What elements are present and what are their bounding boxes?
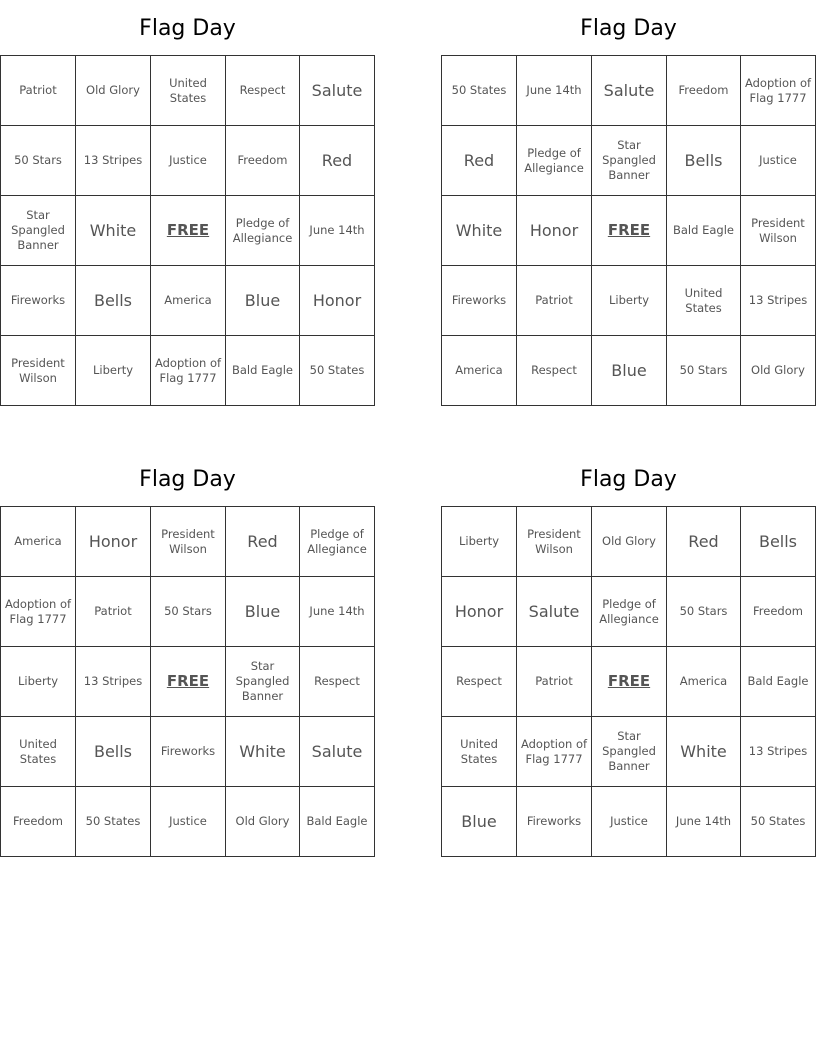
bingo-cell: Blue <box>442 787 517 857</box>
bingo-cell: Liberty <box>442 507 517 577</box>
bingo-cell: 50 Stars <box>667 336 741 406</box>
bingo-cell: White <box>442 196 517 266</box>
bingo-cell: Fireworks <box>517 787 592 857</box>
bingo-cell: Red <box>442 126 517 196</box>
free-space: FREE <box>592 196 667 266</box>
bingo-grid <box>441 55 816 406</box>
bingo-card-1 <box>0 0 375 406</box>
bingo-cell: Adoption of Flag 1777 <box>517 717 592 787</box>
bingo-cell: 13 Stripes <box>76 647 151 717</box>
card-title: Flag Day <box>139 16 236 41</box>
free-space: FREE <box>151 196 226 266</box>
bingo-cell: Justice <box>592 787 667 857</box>
bingo-cell: Freedom <box>667 56 741 126</box>
bingo-cell: Liberty <box>1 647 76 717</box>
bingo-cell: Old Glory <box>226 787 300 857</box>
bingo-cell: Pledge of Allegiance <box>226 196 300 266</box>
card-title: Flag Day <box>139 467 236 492</box>
bingo-cell: Respect <box>300 647 375 717</box>
bingo-cell: 50 States <box>76 787 151 857</box>
bingo-cell: Fireworks <box>1 266 76 336</box>
bingo-cell: Patriot <box>1 56 76 126</box>
bingo-cell: Bells <box>741 507 816 577</box>
bingo-cell: Liberty <box>592 266 667 336</box>
bingo-cell: Patriot <box>517 647 592 717</box>
bingo-cell: Bald Eagle <box>741 647 816 717</box>
bingo-cell: United States <box>442 717 517 787</box>
bingo-cell: Justice <box>151 126 226 196</box>
card-title: Flag Day <box>580 16 677 41</box>
bingo-cell: Salute <box>517 577 592 647</box>
bingo-cell: America <box>667 647 741 717</box>
bingo-cell: Adoption of Flag 1777 <box>1 577 76 647</box>
bingo-cell: Pledge of Allegiance <box>517 126 592 196</box>
free-space: FREE <box>151 647 226 717</box>
bingo-cell: White <box>667 717 741 787</box>
bingo-cell: Patriot <box>76 577 151 647</box>
bingo-cell: 50 Stars <box>151 577 226 647</box>
bingo-cell: Blue <box>226 266 300 336</box>
bingo-cell: 50 States <box>442 56 517 126</box>
bingo-cell: Red <box>667 507 741 577</box>
bingo-cell: June 14th <box>300 577 375 647</box>
bingo-cell: Old Glory <box>76 56 151 126</box>
bingo-cell: Bells <box>667 126 741 196</box>
bingo-cell: June 14th <box>517 56 592 126</box>
bingo-cell: Blue <box>226 577 300 647</box>
bingo-cell: America <box>442 336 517 406</box>
bingo-cell: Freedom <box>226 126 300 196</box>
bingo-cell: Justice <box>741 126 816 196</box>
bingo-cell: Blue <box>592 336 667 406</box>
card-title: Flag Day <box>580 467 677 492</box>
bingo-cell: Adoption of Flag 1777 <box>741 56 816 126</box>
bingo-cell: Salute <box>592 56 667 126</box>
bingo-cell: Old Glory <box>741 336 816 406</box>
bingo-grid <box>0 55 375 406</box>
bingo-cell: Star Spangled Banner <box>592 717 667 787</box>
bingo-cell: Freedom <box>741 577 816 647</box>
bingo-cell: 13 Stripes <box>741 717 816 787</box>
bingo-cell: Respect <box>442 647 517 717</box>
bingo-cell: Respect <box>517 336 592 406</box>
bingo-cell: Salute <box>300 717 375 787</box>
bingo-cell: Honor <box>517 196 592 266</box>
bingo-cell: Bald Eagle <box>667 196 741 266</box>
bingo-cell: Red <box>226 507 300 577</box>
bingo-cell: 13 Stripes <box>76 126 151 196</box>
bingo-cell: Bells <box>76 266 151 336</box>
bingo-cell: Bald Eagle <box>226 336 300 406</box>
bingo-cell: Freedom <box>1 787 76 857</box>
bingo-cell: Honor <box>442 577 517 647</box>
bingo-cell: Honor <box>300 266 375 336</box>
bingo-cell: Star Spangled Banner <box>226 647 300 717</box>
bingo-cell: United States <box>1 717 76 787</box>
bingo-cell: United States <box>151 56 226 126</box>
bingo-cell: America <box>151 266 226 336</box>
bingo-cell: 50 Stars <box>667 577 741 647</box>
bingo-cell: Bald Eagle <box>300 787 375 857</box>
bingo-cell: President Wilson <box>1 336 76 406</box>
bingo-cell: Patriot <box>517 266 592 336</box>
bingo-cell: Honor <box>76 507 151 577</box>
bingo-card-3 <box>0 451 375 857</box>
bingo-cell: Star Spangled Banner <box>592 126 667 196</box>
bingo-cell: White <box>76 196 151 266</box>
bingo-cell: Red <box>300 126 375 196</box>
bingo-cell: Fireworks <box>151 717 226 787</box>
bingo-cell: President Wilson <box>741 196 816 266</box>
bingo-cell: 13 Stripes <box>741 266 816 336</box>
bingo-cell: June 14th <box>300 196 375 266</box>
bingo-cell: Bells <box>76 717 151 787</box>
bingo-grid <box>0 506 375 857</box>
bingo-cell: Adoption of Flag 1777 <box>151 336 226 406</box>
bingo-cell: Liberty <box>76 336 151 406</box>
bingo-grid <box>441 506 816 857</box>
bingo-card-4 <box>441 451 816 857</box>
bingo-cell: Star Spangled Banner <box>1 196 76 266</box>
bingo-cell: Fireworks <box>442 266 517 336</box>
bingo-cell: Respect <box>226 56 300 126</box>
bingo-cell: 50 States <box>741 787 816 857</box>
bingo-cell: Old Glory <box>592 507 667 577</box>
bingo-cell: June 14th <box>667 787 741 857</box>
bingo-cell: President Wilson <box>151 507 226 577</box>
bingo-cell: Justice <box>151 787 226 857</box>
bingo-cell: 50 Stars <box>1 126 76 196</box>
bingo-cell: United States <box>667 266 741 336</box>
bingo-cell: President Wilson <box>517 507 592 577</box>
bingo-cell: Pledge of Allegiance <box>592 577 667 647</box>
bingo-card-2 <box>441 0 816 406</box>
free-space: FREE <box>592 647 667 717</box>
bingo-cell: 50 States <box>300 336 375 406</box>
bingo-cell: White <box>226 717 300 787</box>
bingo-cell: Salute <box>300 56 375 126</box>
bingo-cell: Pledge of Allegiance <box>300 507 375 577</box>
bingo-cell: America <box>1 507 76 577</box>
